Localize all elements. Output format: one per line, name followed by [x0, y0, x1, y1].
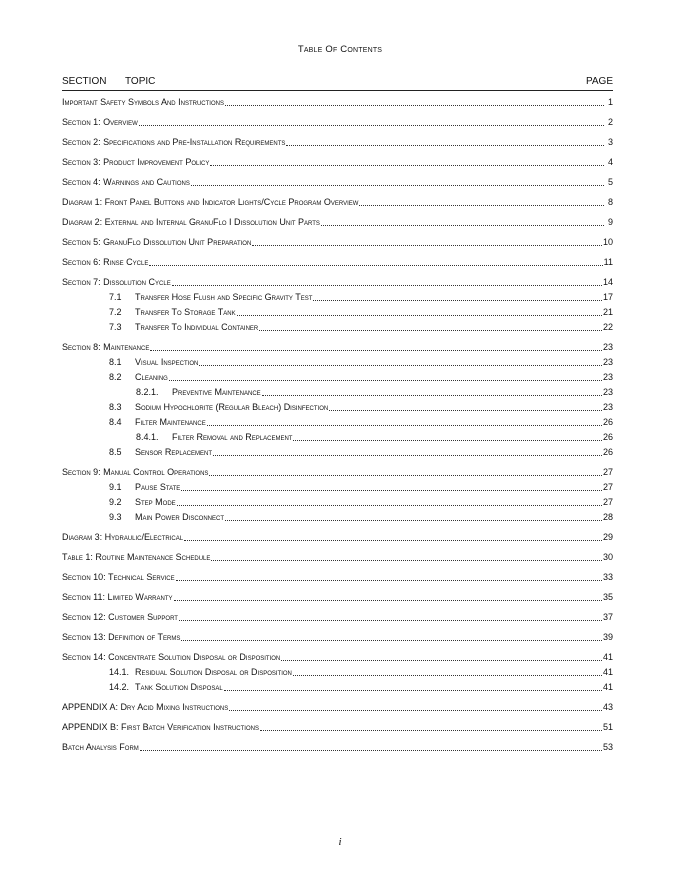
toc-entry-page: 23: [602, 402, 613, 412]
toc-entry-title: Cleaning: [135, 372, 168, 382]
toc-entry-number: 8.1: [109, 357, 122, 367]
toc-entry-title: Section 8: Maintenance: [62, 342, 150, 352]
toc-entry[interactable]: [62, 572, 613, 584]
toc-entry[interactable]: [62, 552, 613, 564]
toc-entry-page: 41: [602, 682, 613, 692]
toc-entry-title: Section 9: Manual Control Operations: [62, 467, 209, 477]
toc-entry[interactable]: [62, 722, 613, 734]
toc-entry-page: 26: [602, 417, 613, 427]
toc-entry-page: 27: [602, 467, 613, 477]
toc-entry-title: Diagram 2: External and Internal GranuFlo I Dissolution Unit Parts: [62, 217, 320, 227]
toc-entry-title: Table 1: Routine Maintenance Schedule: [62, 552, 211, 562]
dot-leader: [225, 104, 604, 106]
toc-entry-title: Filter Maintenance: [135, 417, 206, 427]
toc-entry[interactable]: [109, 447, 613, 459]
header-section-label: SECTION: [62, 76, 107, 87]
toc-entry[interactable]: [109, 357, 613, 369]
toc-entry-title: Section 7: Dissolution Cycle: [62, 277, 171, 287]
toc-entry-page: 26: [602, 447, 613, 457]
toc-entry-page: 4: [607, 157, 613, 167]
page-title: Table Of Contents: [297, 44, 383, 55]
toc-entry-page: 21: [602, 307, 613, 317]
toc-entry-number: 7.2: [109, 307, 122, 317]
dot-leader: [207, 424, 602, 426]
toc-entry-page: 53: [602, 742, 613, 752]
toc-entry-number: 8.4.1.: [136, 432, 159, 442]
toc-entry[interactable]: [62, 177, 613, 189]
toc-entry[interactable]: [109, 322, 613, 334]
page-number-footer: i: [338, 836, 342, 848]
toc-entry-number: 8.3: [109, 402, 122, 412]
toc-entry[interactable]: [62, 592, 613, 604]
toc-entry-title: Residual Solution Disposal or Disposition: [135, 667, 292, 677]
toc-entry-page: 17: [602, 292, 613, 302]
toc-entry-title: Section 12: Customer Support: [62, 612, 178, 622]
toc-entry-title: Visual Inspection: [135, 357, 199, 367]
dot-leader: [224, 689, 602, 691]
toc-entry-page: 29: [602, 532, 613, 542]
toc-entry-title: Pause State: [135, 482, 181, 492]
toc-entry[interactable]: [109, 307, 613, 319]
toc-entry-page: 27: [602, 482, 613, 492]
toc-entry[interactable]: [62, 652, 613, 664]
toc-entry-number: 14.2.: [109, 682, 130, 692]
toc-entry-title: Main Power Disconnect: [135, 512, 225, 522]
toc-entry-title: Section 3: Product Improvement Policy: [62, 157, 210, 167]
toc-entry-number: 8.2: [109, 372, 122, 382]
toc-entry[interactable]: [62, 97, 613, 109]
toc-entry-title: Preventive Maintenance: [172, 387, 261, 397]
toc-entry-page: 1: [607, 97, 613, 107]
toc-entry-title: Diagram 1: Front Panel Buttons and Indicator Lights/Cycle Program Overview: [62, 197, 359, 207]
toc-entry[interactable]: [62, 742, 613, 754]
dot-leader: [252, 244, 602, 246]
toc-entry-page: 5: [607, 177, 613, 187]
dot-leader: [177, 504, 602, 506]
toc-entry-number: 9.2: [109, 497, 122, 507]
toc-entry-page: 51: [602, 722, 613, 732]
dot-leader: [293, 439, 602, 441]
toc-entry-page: 33: [602, 572, 613, 582]
toc-entry[interactable]: [109, 682, 613, 694]
dot-leader: [329, 409, 602, 411]
toc-entry[interactable]: [109, 417, 613, 429]
toc-entry-page: 8: [607, 197, 613, 207]
dot-leader: [209, 474, 602, 476]
toc-entry[interactable]: [62, 612, 613, 624]
toc-entry-page: 41: [602, 652, 613, 662]
dot-leader: [237, 314, 602, 316]
dot-leader: [184, 539, 602, 541]
toc-entry[interactable]: [62, 137, 613, 149]
toc-entry-title: Transfer To Individual Container: [135, 322, 259, 332]
dot-leader: [262, 394, 602, 396]
toc-entry-title: Tank Solution Disposal: [135, 682, 223, 692]
toc-entry[interactable]: [62, 117, 613, 129]
toc-header: [62, 76, 613, 91]
toc-entry-title: Section 6: Rinse Cycle: [62, 257, 149, 267]
toc-entry-number: 7.3: [109, 322, 122, 332]
dot-leader: [210, 164, 604, 166]
toc-entry-number: 8.2.1.: [136, 387, 159, 397]
dot-leader: [139, 124, 604, 126]
dot-leader: [281, 659, 602, 661]
dot-leader: [181, 639, 602, 641]
dot-leader: [211, 559, 602, 561]
header-page-label: PAGE: [585, 76, 613, 87]
dot-leader: [199, 364, 602, 366]
toc-entry[interactable]: [62, 342, 613, 354]
toc-entry-page: 14: [602, 277, 613, 287]
toc-entry-number: 8.5: [109, 447, 122, 457]
toc-entry-page: 23: [602, 342, 613, 352]
toc-entry[interactable]: [62, 197, 613, 209]
toc-entry-page: 41: [602, 667, 613, 677]
toc-entry-number: 9.1: [109, 482, 122, 492]
toc-entry-page: 37: [602, 612, 613, 622]
toc-entry-page: 23: [602, 387, 613, 397]
dot-leader: [169, 379, 602, 381]
toc-entry-title: Section 2: Specifications and Pre-Installation Requirements: [62, 137, 286, 147]
dot-leader: [140, 749, 602, 751]
toc-entry-title: Section 10: Technical Service: [62, 572, 175, 582]
toc-entry-title: Filter Removal and Replacement: [172, 432, 293, 442]
toc-entry[interactable]: [136, 387, 613, 399]
toc-entry-title: Sodium Hypochlorite (Regular Bleach) Disinfection: [135, 402, 329, 412]
dot-leader: [321, 224, 604, 226]
toc-entry-title: Batch Analysis Form: [62, 742, 139, 752]
toc-entry[interactable]: [62, 217, 613, 229]
toc-entry-page: 39: [602, 632, 613, 642]
dot-leader: [191, 184, 604, 186]
dot-leader: [174, 599, 602, 601]
dot-leader: [213, 454, 602, 456]
toc-entry-title: Section 13: Definition of Terms: [62, 632, 181, 642]
toc-entry[interactable]: [109, 512, 613, 524]
dot-leader: [313, 299, 602, 301]
toc-entry-page: 23: [602, 372, 613, 382]
toc-entry-title: APPENDIX B: First Batch Verification Instructions: [62, 722, 259, 732]
dot-leader: [149, 264, 602, 266]
toc-entry-title: Diagram 3: Hydraulic/Electrical: [62, 532, 184, 542]
toc-entry[interactable]: [109, 402, 613, 414]
toc-entry-page: 11: [603, 257, 613, 267]
dot-leader: [260, 729, 602, 731]
dot-leader: [359, 204, 604, 206]
dot-leader: [225, 519, 602, 521]
toc-entry[interactable]: [62, 157, 613, 169]
toc-entry-page: 43: [602, 702, 613, 712]
toc-entry-page: 30: [602, 552, 613, 562]
toc-entry-page: 27: [602, 497, 613, 507]
dot-leader: [293, 674, 602, 676]
toc-entry-title: Section 14: Concentrate Solution Disposal or Disposition: [62, 652, 281, 662]
toc-entry[interactable]: [136, 432, 613, 444]
toc-entry[interactable]: [109, 497, 613, 509]
toc-entry-title: Section 11: Limited Warranty: [62, 592, 173, 602]
toc-entry-title: Important Safety Symbols And Instructions: [62, 97, 224, 107]
dot-leader: [172, 284, 602, 286]
dot-leader: [176, 579, 602, 581]
toc-entry[interactable]: [62, 467, 613, 479]
toc-entry[interactable]: [62, 632, 613, 644]
toc-entry-page: 35: [602, 592, 613, 602]
dot-leader: [179, 619, 602, 621]
toc-entry-number: 7.1: [109, 292, 122, 302]
toc-entry-number: 14.1.: [109, 667, 130, 677]
toc-entry-page: 10: [602, 237, 613, 247]
toc-entry-page: 22: [602, 322, 613, 332]
toc-entry-title: Sensor Replacement: [135, 447, 213, 457]
dot-leader: [259, 329, 602, 331]
toc-entry-page: 2: [607, 117, 613, 127]
toc-entry-page: 23: [602, 357, 613, 367]
dot-leader: [150, 349, 602, 351]
toc-entry-title: Section 5: GranuFlo Dissolution Unit Preparation: [62, 237, 252, 247]
toc-entry-page: 9: [607, 217, 613, 227]
toc-entry[interactable]: [62, 532, 613, 544]
toc-entry-title: Section 4: Warnings and Cautions: [62, 177, 190, 187]
toc-entry-number: 9.3: [109, 512, 122, 522]
toc-entry-title: Step Mode: [135, 497, 176, 507]
toc-entry[interactable]: [109, 482, 613, 494]
header-topic-label: TOPIC: [125, 76, 156, 87]
toc-entry-title: Transfer Hose Flush and Specific Gravity Test: [135, 292, 313, 302]
toc-entry[interactable]: [62, 277, 613, 289]
dot-leader: [229, 709, 602, 711]
toc-entry-page: 28: [602, 512, 613, 522]
dot-leader: [181, 489, 602, 491]
toc-entry-title: Transfer To Storage Tank: [135, 307, 236, 317]
toc-entry[interactable]: [109, 372, 613, 384]
toc-entry-page: 3: [607, 137, 613, 147]
toc-entry[interactable]: [62, 702, 613, 714]
toc-entry-page: 26: [602, 432, 613, 442]
toc-entry[interactable]: [109, 667, 613, 679]
dot-leader: [286, 144, 604, 146]
toc-entry[interactable]: [109, 292, 613, 304]
toc-entry[interactable]: [62, 237, 613, 249]
toc-entry-number: 8.4: [109, 417, 122, 427]
toc-entry-title: Section 1: Overview: [62, 117, 138, 127]
toc-entry-title: APPENDIX A: Dry Acid Mixing Instructions: [62, 702, 229, 712]
toc-entry[interactable]: [62, 257, 613, 269]
